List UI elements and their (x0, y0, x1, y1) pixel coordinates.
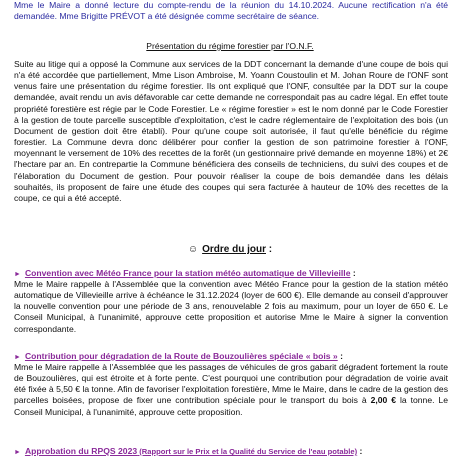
agenda-suffix: : (266, 244, 273, 255)
agenda-item-title: Contribution pour dégradation de la Route de Bouzoulières spéciale « bois » (24, 351, 338, 361)
agenda-item-suffix: : (350, 268, 356, 278)
triangle-bullet-icon: ► (14, 271, 21, 278)
onf-section-title: Présentation du régime forestier par l'O.N.F. (146, 41, 314, 51)
route-body-start: Mme le Maire rappelle à l'Assemblée que les passages de véhicules de gros gabarit dégradent fortement la route de Bouzoulières, qui est étroite et à forte pente. C'est pourquoi une contribution pour dégradation de voirie avait été fixée à 5,50 € la tonne. Afin de favoriser l'exploitation forestière, Mme le Maire, dans le cadre de la gestion des parcelles boisées, propose de fixer une contribution spéciale pour le transport du bois à (14, 362, 448, 406)
agenda-item-heading-route (14, 351, 454, 361)
smiley-icon: ☺ (187, 244, 199, 255)
agenda-item-suffix: : (337, 351, 343, 361)
intro-paragraph: Mme le Maire a donné lecture du compte-rendu de la réunion du 14.10.2024. Aucune rectification n'a été demandée. Mme Brigitte PRÉVOT a été désignée comme secrétaire de séance. (14, 0, 448, 21)
agenda-item-title: Convention avec Météo France pour la station météo automatique de Villevieille (24, 268, 351, 278)
agenda-item-title: Approbation du RPQS 2023 (24, 446, 138, 456)
agenda-item-suffix: : (357, 446, 363, 456)
route-contribution-amount: 2,00 € (370, 395, 397, 406)
triangle-bullet-icon: ► (14, 449, 21, 456)
triangle-bullet-icon: ► (14, 354, 21, 361)
agenda-item-heading-rpqs (14, 446, 454, 456)
agenda-title: Ordre du jour (202, 244, 266, 255)
onf-paragraph: Suite au litige qui a opposé la Commune aux services de la DDT concernant la demande d'une coupe de bois qui n'a été accordée que partiellement, Mme Lison Ambroise, M. Yoann Coustoulin et M. Johan Roure de l'ONF sont venus faire une présentation du régime forestier. Ils ont expliqué que l'ONF, consultée par la DDT sur la coupe demandée, avait rendu un avis défavorable car cette demande ne correspondait pas au cadre légal. En effet toute propriété forestière est régie par le Code Forestier. Le « régime forestier » est le nom donné par le Code Forestier à la gestion de toute parcelle susceptible d'exploitation, c'est le cadre réglementaire de l'exploitation des bois (un Document de gestion doit être établi). Pour qu'une coupe soit autorisée, il faut qu'elle bénéficie du régime forestier. La Commune devra donc délibérer pour confier la gestion de son patrimoine forestier à l'ONF, moyennant le versement de 10% des recettes de la forêt (un gestionnaire privé demande en moyenne 18%) et 2€ l'hectare par an. En contrepartie la Commune bénéficiera des conseils de techniciens, du suivi des coupes et de l'élaboration du Document de gestion. Pour pouvoir réaliser la coupe de bois demandée dans les délais souhaités, ils proposent de faire une étude des coupes qui sera facturée à hauteur de 10% des recettes de la coupe, ce qui a été accepté. (14, 59, 448, 203)
agenda-item-body-meteo: Mme le Maire rappelle à l'Assemblée que la convention avec Météo France pour la gestion de la station météo automatique de Villevieille arrive à échéance le 31.12.2024 (loyer de 600 €). Elle demande au conseil d'approuver la nouvelle convention pour une période de 3 ans, renouvelable 2 fois au maximum, pour un loyer de 650 €. Le Conseil Municipal, à l'unanimité, approuve cette proposition et autorise Mme le Maire à signer la convention correspondante. (14, 279, 448, 334)
agenda-item-subtitle: (Rapport sur le Prix et la Qualité du Service de l'eau potable) (137, 447, 358, 456)
agenda-heading (0, 244, 460, 255)
route-body-end: la tonne. Le Conseil Municipal, à l'unanimité, approuve cette proposition. (14, 395, 448, 417)
agenda-item-body-route (14, 362, 448, 418)
agenda-item-heading-meteo (14, 268, 454, 278)
